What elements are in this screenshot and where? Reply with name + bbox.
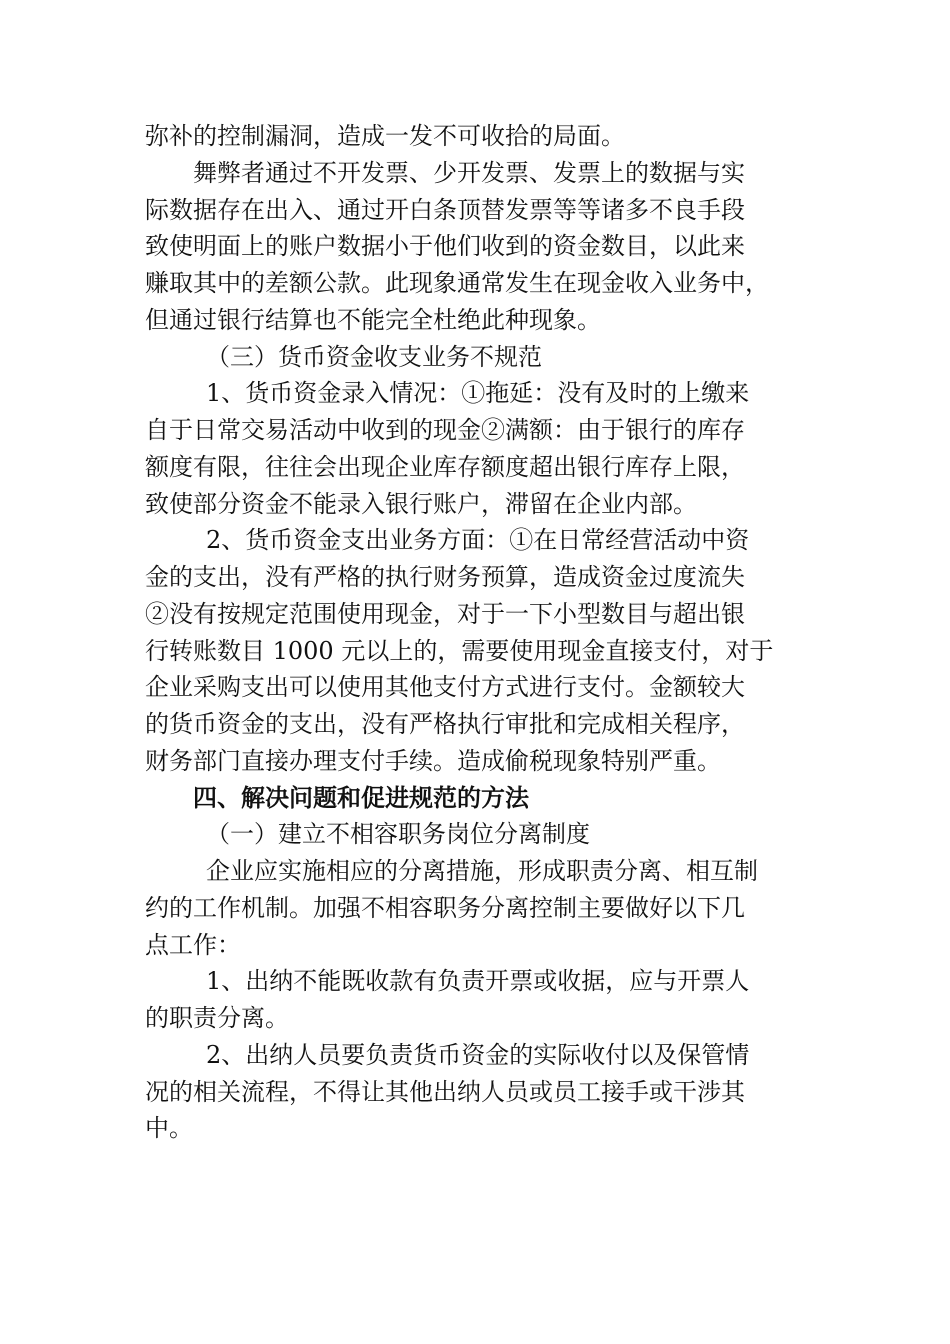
paragraph-line: 企业采购支出可以使用其他支付方式进行支付。金额较大 <box>145 673 745 702</box>
paragraph-line: 1、货币资金录入情况：①拖延：没有及时的上缴来 <box>206 379 750 408</box>
paragraph-line: 金的支出，没有严格的执行财务预算，造成资金过度流失 <box>145 563 745 591</box>
paragraph-line: 际数据存在出入、通过开白条顶替发票等等诸多不良手段 <box>145 195 745 224</box>
paragraph-line: 赚取其中的差额公款。此现象通常发生在现金收入业务中， <box>145 269 769 297</box>
section-heading: 四、解决问题和促进规范的方法 <box>193 782 529 812</box>
paragraph-line: 2、出纳人员要负责货币资金的实际收付以及保管情 <box>206 1040 750 1069</box>
paragraph-line: 2、货币资金支出业务方面：①在日常经营活动中资 <box>206 526 750 555</box>
paragraph-line: 的货币资金的支出，没有严格执行审批和完成相关程序， <box>145 710 745 738</box>
paragraph-line: 约的工作机制。加强不相容职务分离控制主要做好以下几 <box>145 893 745 922</box>
paragraph-line: 舞弊者通过不开发票、少开发票、发票上的数据与实 <box>193 158 745 187</box>
paragraph-line: 致使明面上的账户数据小于他们收到的资金数目，以此来 <box>145 232 745 261</box>
paragraph-line: 财务部门直接办理支付手续。造成偷税现象特别严重。 <box>145 746 721 775</box>
paragraph-line: 但通过银行结算也不能完全杜绝此种现象。 <box>145 305 601 334</box>
paragraph-line: 弥补的控制漏洞，造成一发不可收拾的局面。 <box>145 122 625 150</box>
section-heading: （三）货币资金收支业务不规范 <box>206 342 542 371</box>
paragraph-line: 况的相关流程，不得让其他出纳人员或员工接手或干涉其 <box>145 1077 745 1106</box>
paragraph-line: 额度有限，往往会出现企业库存额度超出银行库存上限， <box>145 452 745 481</box>
subsection-heading: （一）建立不相容职务岗位分离制度 <box>206 820 590 849</box>
paragraph-line: 1、出纳不能既收款有负责开票或收据，应与开票人 <box>206 967 750 996</box>
paragraph-line: 的职责分离。 <box>145 1004 289 1032</box>
paragraph-line: 中。 <box>145 1114 193 1143</box>
paragraph-line: ②没有按规定范围使用现金，对于一下小型数目与超出银 <box>145 599 745 628</box>
paragraph-line: 致使部分资金不能录入银行账户，滞留在企业内部。 <box>145 489 697 518</box>
paragraph-line: 行转账数目 1000 元以上的，需要使用现金直接支付，对于 <box>145 636 774 665</box>
paragraph-line: 自于日常交易活动中收到的现金②满额：由于银行的库存 <box>145 416 745 444</box>
paragraph-line: 企业应实施相应的分离措施，形成职责分离、相互制 <box>206 857 758 885</box>
paragraph-line: 点工作： <box>145 930 241 959</box>
document-body <box>145 118 807 1147</box>
